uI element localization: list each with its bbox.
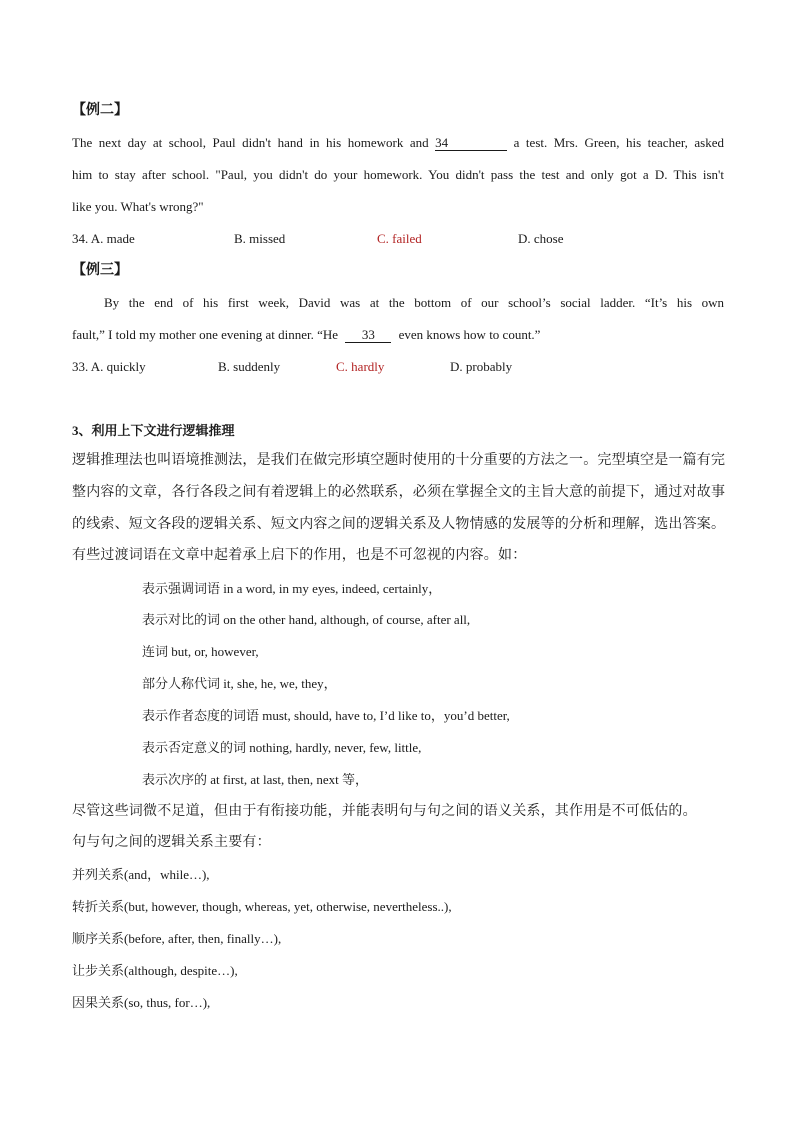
example-3-line-2 [72, 326, 724, 344]
section-3-para-line-4: 有些过渡词语在文章中起着承上启下的作用，也是不可忽视的内容。如： [72, 548, 527, 563]
relation-item: 并列关系(and，while…), [72, 867, 210, 882]
relation-item: 转折关系(but, however, though, whereas, yet, otherwise, nevertheless..), [72, 899, 452, 914]
option-d: D. chose [518, 231, 564, 246]
option-c-correct: C. hardly [336, 359, 385, 374]
option-b: B. missed [234, 231, 286, 246]
relation-item: 顺序关系(before, after, then, finally…), [72, 931, 282, 946]
section-3-para-line-3: 的线索、短文各段的逻辑关系、短文内容之间的逻辑关系及人物情感的发展等的分析和理解，选出答案。 [72, 517, 726, 532]
option-b: B. suddenly [218, 359, 281, 374]
example-3-line-1: By the end of his first week, David was at the bottom of our school’s social ladder. “It’s his own [104, 295, 724, 310]
example-3-line-2-after: even knows how to count.” [398, 327, 541, 342]
transition-word-item: 连词 but, or, however, [142, 644, 259, 659]
section-3-title: 3、利用上下文进行逻辑推理 [72, 423, 235, 438]
section-3-summary: 尽管这些词微不足道，但由于有衔接功能，并能表明句与句之间的语义关系，其作用是不可低估的。 [72, 804, 697, 819]
option-a: 34. A. made [72, 231, 135, 246]
transition-word-item: 表示对比的词 on the other hand, although, of course, after all, [142, 612, 471, 627]
example-2-heading: 【例二】 [72, 103, 128, 118]
answer-blank-34: 34 [435, 135, 507, 151]
option-d: D. probably [450, 359, 513, 374]
transition-word-item: 表示次序的 at first, at last, then, next 等， [142, 772, 369, 787]
transition-word-item: 表示否定意义的词 nothing, hardly, never, few, little, [142, 740, 422, 755]
section-3-para-line-2: 整内容的文章，各行各段之间有着逻辑上的必然联系，必须在掌握全文的主旨大意的前提下，通过对故事 [72, 485, 726, 500]
example-2-line-1-after: a test. Mrs. Green, his teacher, asked [513, 135, 724, 150]
relation-item: 因果关系(so, thus, for…), [72, 995, 211, 1010]
option-c-correct: C. failed [377, 231, 422, 246]
answer-blank-33: 33 [345, 327, 391, 343]
example-2-line-2: him to stay after school. "Paul, you didn't do your homework. You didn't pass the test and only got a D. This isn't [72, 167, 724, 182]
example-2-line-1 [72, 134, 724, 152]
transition-word-item: 部分人称代词 it, she, he, we, they， [142, 676, 337, 691]
relations-intro: 句与句之间的逻辑关系主要有： [72, 835, 271, 850]
example-3-line-2-before: fault,” I told my mother one evening at dinner. “He [72, 327, 339, 342]
example-2-line-1-before: The next day at school, Paul didn't hand in his homework and [72, 135, 429, 150]
transition-word-item: 表示强调词语 in a word, in my eyes, indeed, certainly， [142, 581, 442, 596]
option-a: 33. A. quickly [72, 359, 146, 374]
example-2-line-3: like you. What's wrong?" [72, 199, 204, 214]
example-3-heading: 【例三】 [72, 263, 128, 278]
section-3-para-line-1: 逻辑推理法也叫语境推测法，是我们在做完形填空题时使用的十分重要的方法之一。完型填空是一篇有完 [72, 453, 726, 468]
relation-item: 让步关系(although, despite…), [72, 963, 238, 978]
transition-word-item: 表示作者态度的词语 must, should, have to, I’d like to，you’d better, [142, 708, 510, 723]
